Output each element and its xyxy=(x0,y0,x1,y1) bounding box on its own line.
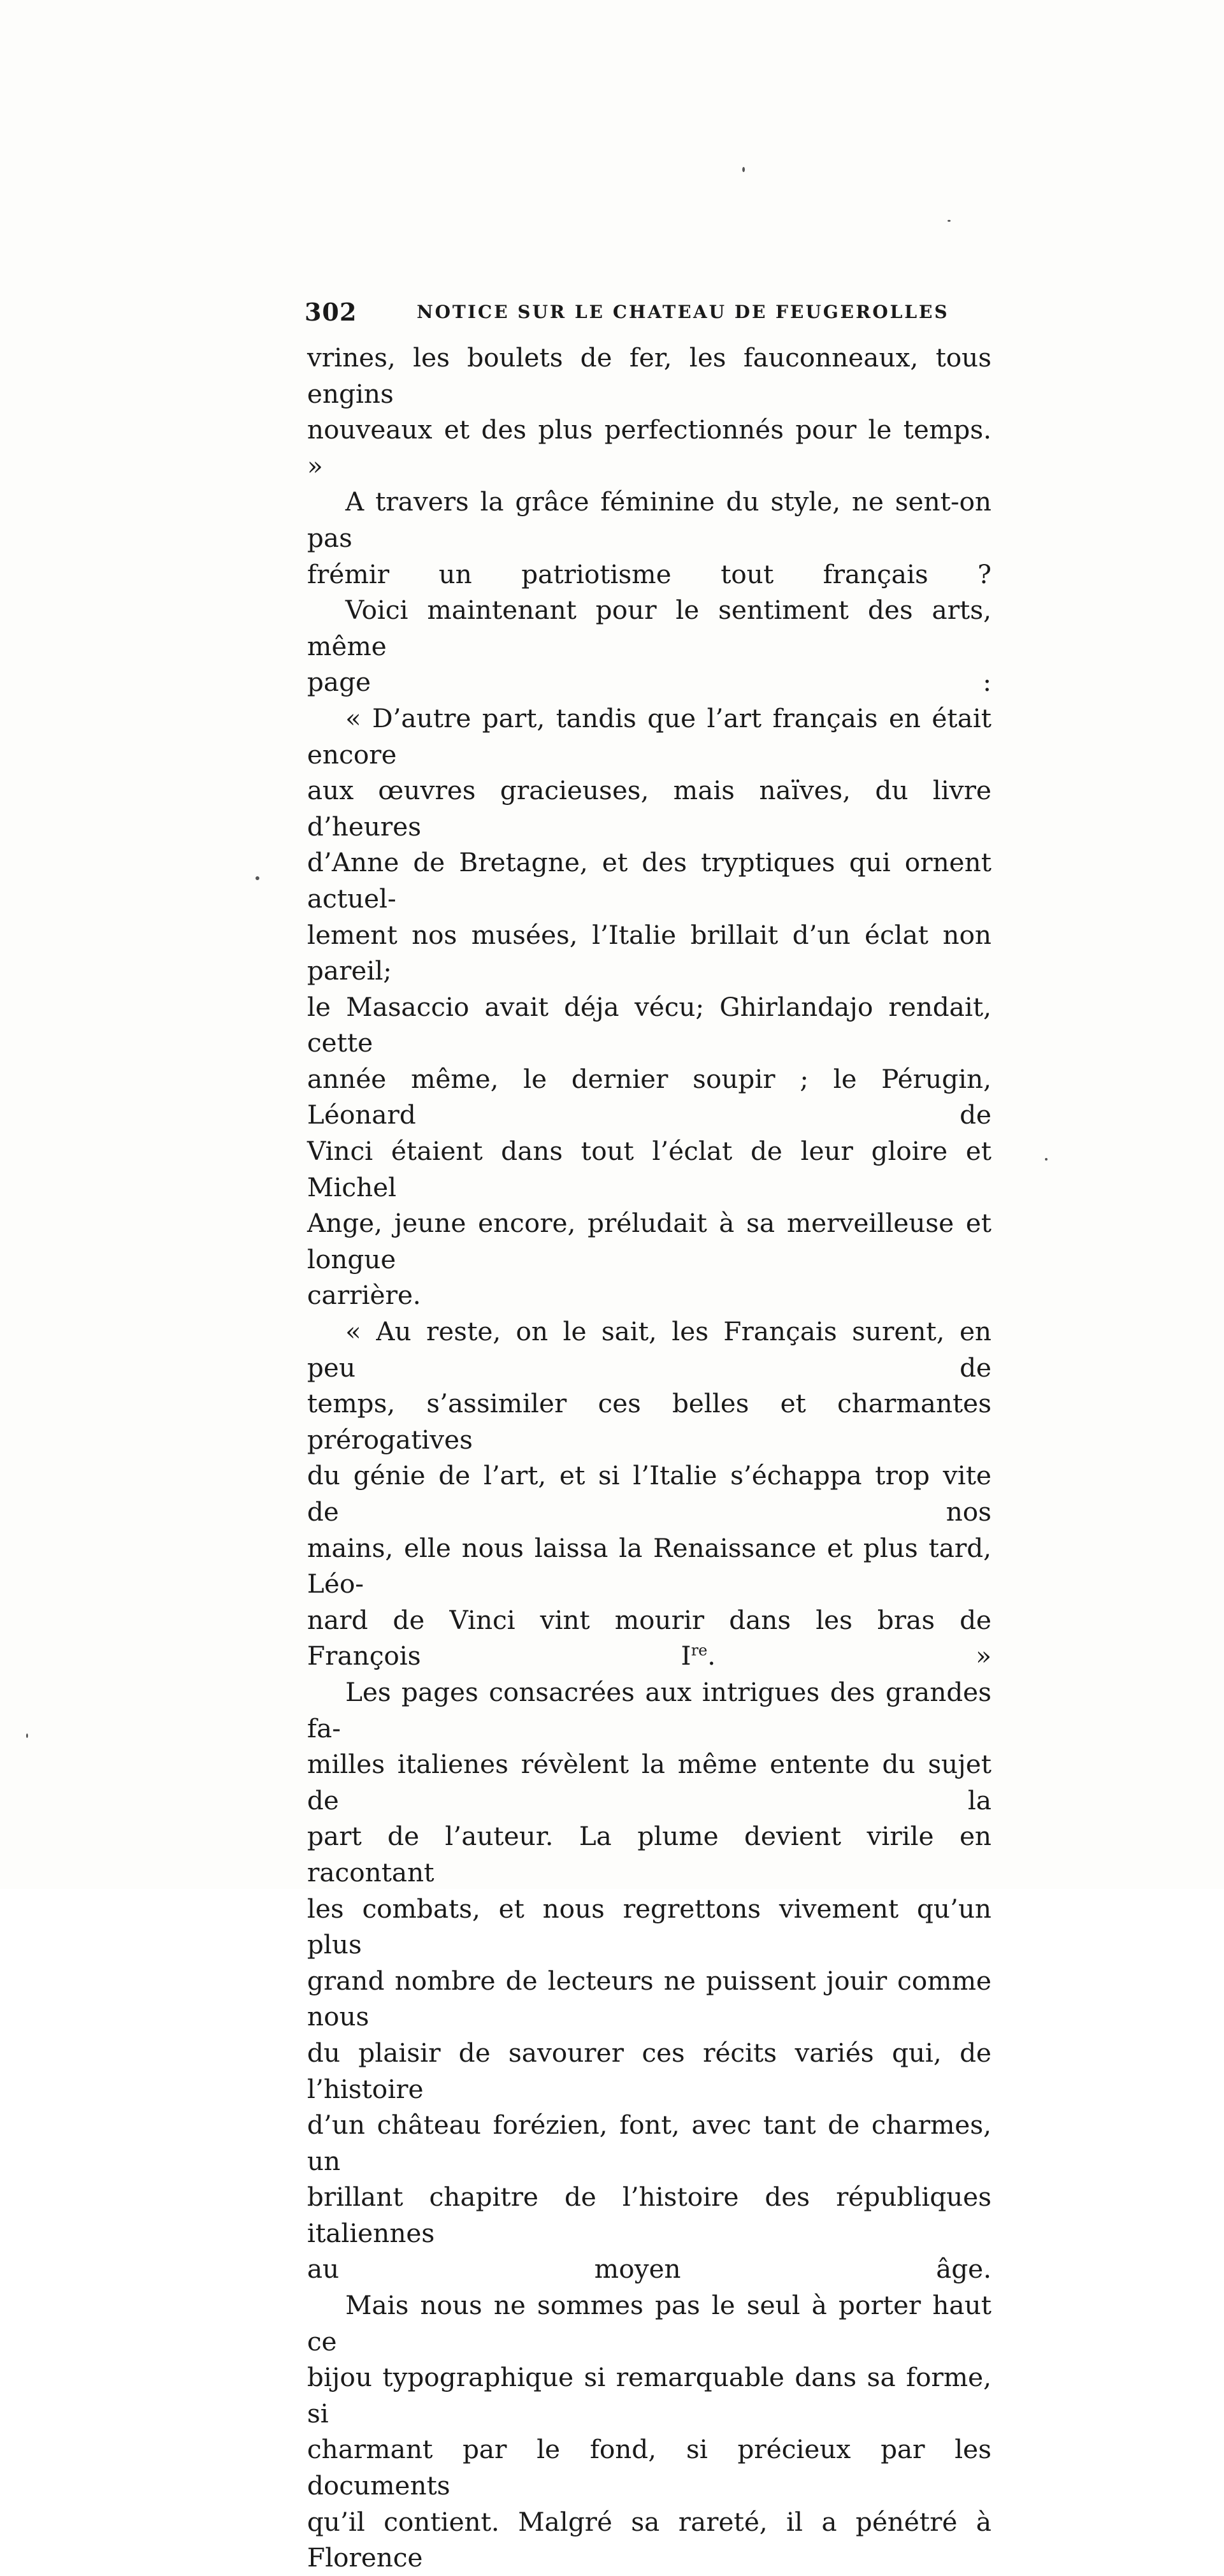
paragraph xyxy=(307,2287,991,2576)
text-line: Ange, jeune encore, préludait à sa merveilleuse et longue xyxy=(307,1208,991,1275)
page-number: 302 xyxy=(305,298,357,326)
text-line: le Masaccio avait déja vécu; Ghirlandajo rendait, cette xyxy=(307,991,991,1059)
text-line: Voici maintenant pour le sentiment des arts, même xyxy=(307,595,991,662)
text-line: milles italienes révèlent la même entente du sujet de la xyxy=(307,1749,991,1816)
text-line: Vinci étaient dans tout l’éclat de leur gloire et Michel xyxy=(307,1136,991,1203)
text-line: du plaisir de savourer ces récits variés qui, de l’histoire xyxy=(307,2037,991,2104)
body-text xyxy=(307,340,991,2576)
text-line-tail: . » xyxy=(707,1640,991,1672)
text-line: brillant chapitre de l’histoire des républiques italiennes xyxy=(307,2182,991,2248)
scan-speck xyxy=(947,220,951,222)
text-line: Les pages consacrées aux intrigues des grandes fa- xyxy=(307,1676,991,1744)
text-line: qu’il contient. Malgré sa rareté, il a pénétré à Florence xyxy=(307,2506,991,2573)
text-line: A travers la grâce féminine du style, ne sent-on pas xyxy=(307,486,991,553)
text-line: frémir un patriotisme tout français ? xyxy=(307,558,991,590)
paragraph xyxy=(307,1313,991,1674)
superscript: re xyxy=(691,1641,708,1660)
text-line: temps, s’assimiler ces belles et charmantes prérogatives xyxy=(307,1388,991,1455)
text-line: année même, le dernier soupir ; le Pérugin, Léonard de xyxy=(307,1063,991,1131)
text-line: grand nombre de lecteurs ne puissent jouir comme nous xyxy=(307,1965,991,2032)
text-line: lement nos musées, l’Italie brillait d’un éclat non pareil; xyxy=(307,919,991,987)
text-line: d’Anne de Bretagne, et des tryptiques qui ornent actuel- xyxy=(307,847,991,914)
text-line: du génie de l’art, et si l’Italie s’échappa trop vite de nos xyxy=(307,1460,991,1527)
text-line: page : xyxy=(307,667,991,698)
text-line: nouveaux et des plus perfectionnés pour le temps. » xyxy=(307,414,991,481)
scan-speck xyxy=(256,876,259,880)
scan-speck xyxy=(26,1733,28,1738)
scan-speck xyxy=(742,167,745,172)
text-line: bijou typographique si remarquable dans sa forme, si xyxy=(307,2362,991,2429)
text-line: aux œuvres gracieuses, mais naïves, du livre d’heures xyxy=(307,775,991,842)
scan-speck xyxy=(1045,1158,1048,1161)
text-line: part de l’auteur. La plume devient virile en racontant xyxy=(307,1821,991,1888)
paragraph xyxy=(307,700,991,1313)
page-header xyxy=(305,298,993,336)
text-line: charmant par le fond, si précieux par les documents xyxy=(307,2434,991,2501)
text-line: d’un château forézien, font, avec tant de charmes, un xyxy=(307,2109,991,2176)
paragraph xyxy=(307,592,991,700)
paragraph xyxy=(307,340,991,484)
text-line: mains, elle nous laissa la Renaissance et plus tard, Léo- xyxy=(307,1532,991,1600)
text-line: vrines, les boulets de fer, les fauconneaux, tous engins xyxy=(307,342,991,409)
text-line: Mais nous ne sommes pas le seul à porter haut ce xyxy=(307,2290,991,2357)
paragraph xyxy=(307,484,991,592)
running-title: NOTICE SUR LE CHATEAU DE FEUGEROLLES xyxy=(417,301,949,322)
text-line: au moyen âge. xyxy=(307,2254,991,2285)
text-line: nard de Vinci vint mourir dans les bras de François I xyxy=(307,1604,991,1672)
paragraph xyxy=(307,1674,991,2287)
text-line: carrière. xyxy=(307,1280,421,1311)
text-line: « D’autre part, tandis que l’art français en était encore xyxy=(307,702,991,770)
text-line: « Au reste, on le sait, les Français surent, en peu de xyxy=(307,1316,991,1383)
text-line: les combats, et nous regrettons vivement qu’un plus xyxy=(307,1893,991,1960)
